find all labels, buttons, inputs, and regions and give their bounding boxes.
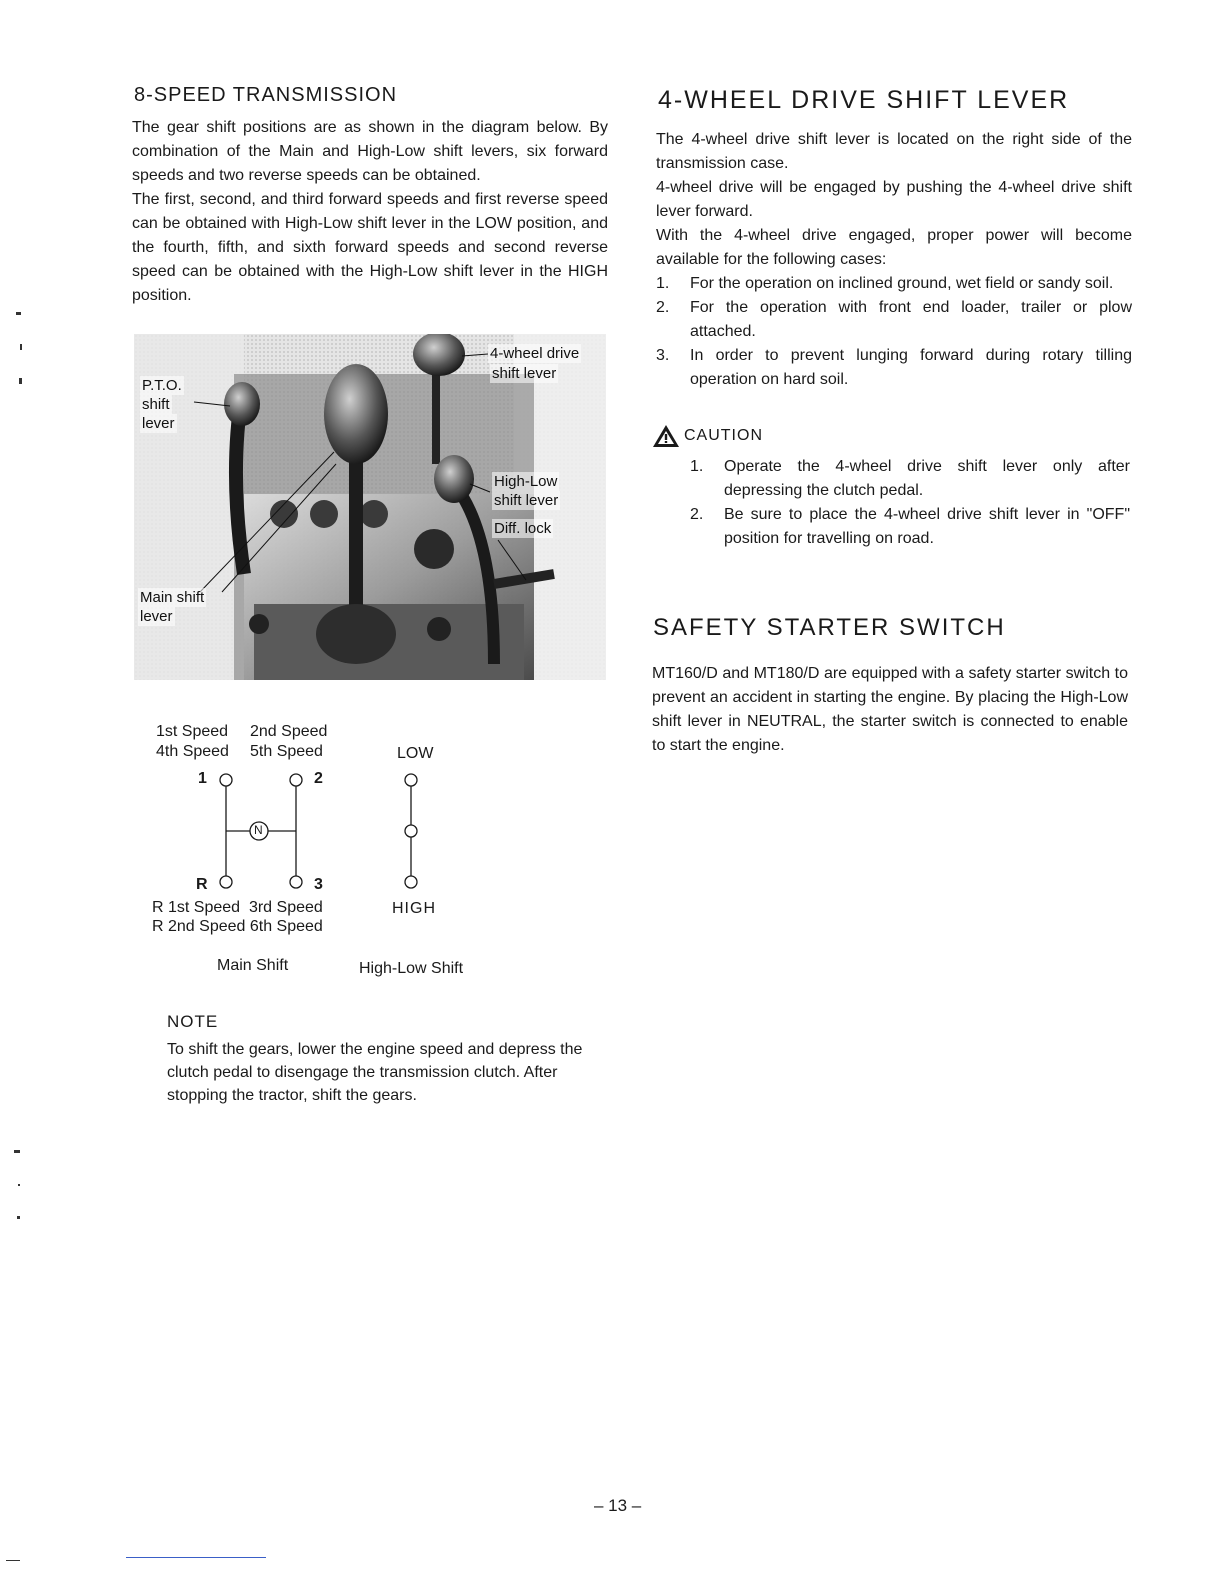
fourwheel-paragraph-3: With the 4-wheel drive engaged, proper power will become available for the following cases: — [656, 227, 1132, 268]
list-item-text: Operate the 4-wheel drive shift lever only after depressing the clutch pedal. — [724, 458, 1130, 499]
pto-lever-label: lever — [142, 415, 175, 432]
diagram-low: LOW — [397, 745, 434, 762]
diagram-top-left-2: 4th Speed — [156, 743, 229, 760]
fourwheel-body — [656, 128, 1132, 392]
page-number: – 13 – — [594, 1496, 642, 1515]
pto-shift-label: shift — [142, 396, 170, 413]
diagram-top-right-1: 2nd Speed — [250, 723, 328, 740]
transmission-body — [132, 116, 608, 308]
main-shift-label-1: Main shift — [140, 589, 205, 606]
scan-speck — [14, 1150, 20, 1153]
footer-rule — [126, 1557, 266, 1558]
caution-list — [690, 455, 1130, 551]
scan-speck — [20, 344, 22, 350]
list-item-number: 1. — [690, 458, 704, 475]
list-item — [656, 344, 1132, 392]
scan-speck — [17, 1216, 20, 1219]
transmission-heading: 8-SPEED TRANSMISSION — [134, 84, 398, 106]
list-item — [690, 503, 1130, 551]
note-text: To shift the gears, lower the engine speed and depress the clutch pedal to disengage the transmission clutch. After stopping the tractor, shift the gears. — [167, 1041, 583, 1104]
fourwheel-label-2: shift lever — [492, 365, 557, 382]
caution-heading — [652, 424, 763, 448]
fourwheel-label-1: 4-wheel drive — [490, 345, 580, 362]
fourwheel-paragraph-2: 4-wheel drive will be engaged by pushing the 4-wheel drive shift lever forward. — [656, 179, 1132, 220]
pto-label: P.T.O. — [142, 377, 182, 394]
diagram-position-1: 1 — [198, 770, 207, 787]
transmission-paragraph-2: The first, second, and third forward speeds and first reverse speed can be obtained with High-Low shift lever in the LOW position, and the fourth, fifth, and sixth forward speeds and second reverse speed can be obtained with the High-Low shift lever in the HIGH position. — [132, 191, 608, 304]
caution-label: CAUTION — [684, 427, 763, 444]
warning-triangle-icon — [652, 424, 680, 448]
list-item — [656, 272, 1132, 296]
difflock-label: Diff. lock — [494, 520, 552, 537]
highlow-label-1: High-Low — [494, 473, 558, 490]
scan-speck — [6, 1560, 20, 1561]
diagram-position-2: 2 — [314, 770, 323, 787]
list-item-text: For the operation with front end loader, trailer or plow attached. — [690, 299, 1132, 340]
main-shift-label-2: lever — [140, 608, 173, 625]
list-item — [656, 296, 1132, 344]
transmission-paragraph-1: The gear shift positions are as shown in the diagram below. By combination of the Main and High-Low shift levers, six forward speeds and two reverse speeds can be obtained. — [132, 119, 608, 184]
safety-text: MT160/D and MT180/D are equipped with a safety starter switch to prevent an accident in starting the engine. By placing the High-Low shift lever in NEUTRAL, the starter switch is connected to enable to start the engine. — [652, 665, 1128, 754]
shift-diagram — [130, 720, 530, 990]
list-item-number: 2. — [690, 506, 704, 523]
list-item-number: 1. — [656, 275, 670, 292]
fourwheel-paragraph-1: The 4-wheel drive shift lever is located on the right side of the transmission case. — [656, 131, 1132, 172]
scan-speck — [18, 1184, 20, 1186]
note-heading: NOTE — [167, 1012, 219, 1031]
list-item-text: In order to prevent lunging forward during rotary tilling operation on hard soil. — [690, 347, 1132, 388]
fourwheel-cases-list — [656, 272, 1132, 392]
list-item-text: For the operation on inclined ground, wet field or sandy soil. — [690, 275, 1114, 292]
scan-speck — [16, 312, 21, 315]
list-item-number: 2. — [656, 299, 670, 316]
list-item — [690, 455, 1130, 503]
safety-heading: SAFETY STARTER SWITCH — [653, 614, 1006, 641]
scan-speck — [19, 378, 22, 384]
diagram-neutral: N — [254, 823, 263, 837]
diagram-top-left-1: 1st Speed — [156, 723, 229, 740]
diagram-bottom-line-1: R 1st Speed 3rd Speed — [152, 899, 323, 916]
diagram-top-right-2: 5th Speed — [250, 743, 323, 760]
diagram-high: HIGH — [392, 900, 436, 917]
highlow-shift-caption: High-Low Shift — [359, 960, 464, 977]
diagram-position-r: R — [196, 876, 208, 893]
main-shift-caption: Main Shift — [217, 957, 289, 974]
fourwheel-heading: 4-WHEEL DRIVE SHIFT LEVER — [658, 86, 1070, 114]
highlow-label-2: shift lever — [494, 492, 559, 509]
diagram-position-3: 3 — [314, 876, 323, 893]
list-item-text: Be sure to place the 4-wheel drive shift lever in "OFF" position for travelling on road. — [724, 506, 1130, 547]
diagram-bottom-line-2: R 2nd Speed 6th Speed — [152, 918, 323, 935]
list-item-number: 3. — [656, 347, 670, 364]
transmission-photo — [134, 334, 606, 680]
